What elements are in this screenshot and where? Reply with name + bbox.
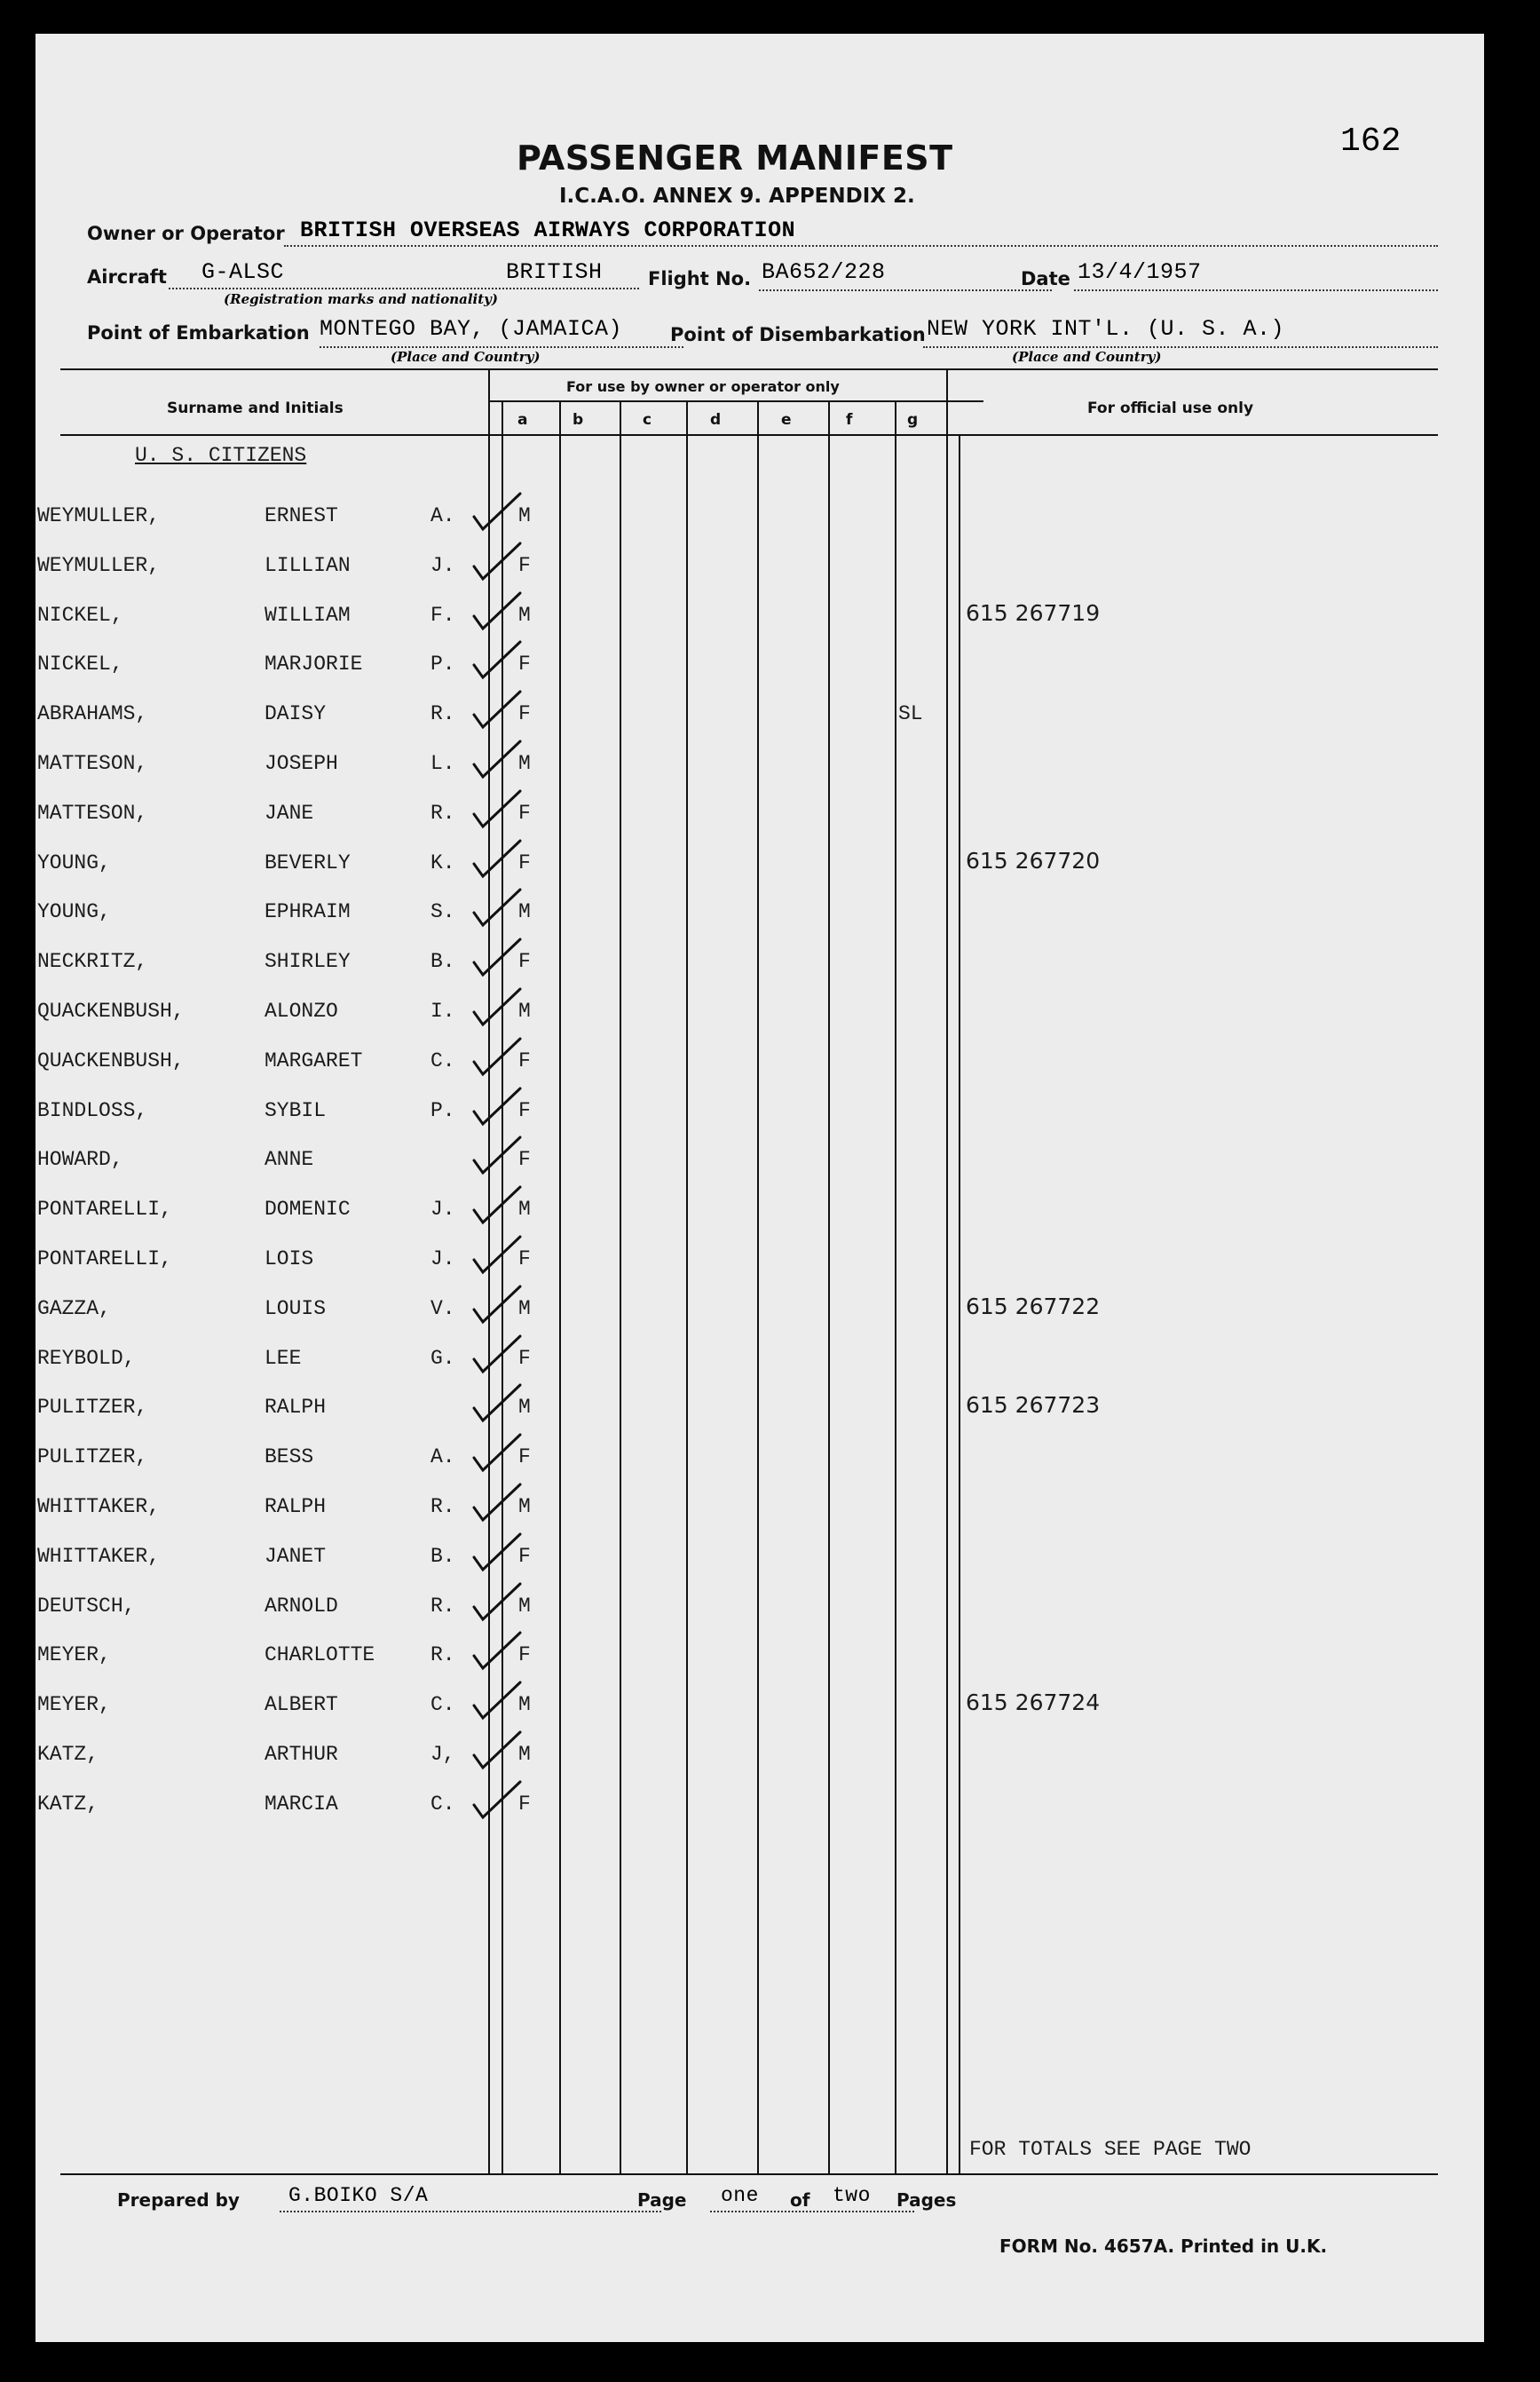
passenger-initial: C. [430,1792,455,1816]
passenger-sex: F [518,802,531,825]
check-mark-icon [469,1531,531,1575]
col-divider-g [895,400,896,2173]
disembark-note: (Place and Country) [1012,349,1162,365]
passenger-first-name: BEVERLY [265,851,351,874]
passenger-initial: B. [430,1545,455,1568]
owner-dotline [284,245,1438,247]
check-mark-icon [469,1183,531,1228]
document-subtitle: I.C.A.O. ANNEX 9. APPENDIX 2. [559,185,915,208]
passenger-surname: WHITTAKER, [37,1495,161,1518]
passenger-initial: P. [430,653,455,676]
passenger-first-name: JANET [265,1545,327,1568]
table-header-bottom-border [60,434,1438,436]
passenger-first-name: LOUIS [265,1297,327,1320]
passenger-sex: M [518,752,531,775]
passenger-initial: J. [430,1198,455,1221]
date-dotline [1074,289,1438,291]
passenger-first-name: DAISY [265,702,327,725]
col-divider-official [946,368,948,2173]
passenger-sex: M [518,1693,531,1716]
owner-value: BRITISH OVERSEAS AIRWAYS CORPORATION [300,218,796,243]
pages-label: Pages [896,2189,957,2211]
check-mark-icon [469,1481,531,1525]
passenger-initial: P. [430,1099,455,1122]
passenger-first-name: LILLIAN [265,554,351,577]
page-number: 162 [1340,123,1402,161]
passenger-first-name: JANE [265,802,314,825]
col-header-a: a [517,411,528,429]
passenger-sex: M [518,900,531,923]
nationality-value: BRITISH [506,259,603,285]
passenger-sex: M [518,1743,531,1766]
passenger-sex: M [518,1297,531,1320]
passenger-initial: C. [430,1693,455,1716]
official-number: 615 267723 [966,1392,1101,1418]
passenger-sex: F [518,1099,531,1122]
owner-label: Owner or Operator [87,223,285,244]
check-mark-icon [469,1729,531,1773]
col-divider-official-inner [959,434,960,2173]
passenger-first-name: MARCIA [265,1792,338,1816]
passenger-first-name: SHIRLEY [265,950,351,973]
passenger-initial: R. [430,802,455,825]
flight-dotline [759,289,1052,291]
embark-label: Point of Embarkation [87,322,310,344]
passenger-first-name: ANNE [265,1148,314,1171]
section-heading: U. S. CITIZENS [135,444,307,467]
passenger-surname: YOUNG, [37,851,111,874]
passenger-first-name: ALBERT [265,1693,338,1716]
passenger-first-name: LOIS [265,1247,314,1270]
check-mark-icon [469,1233,531,1278]
disembark-value: NEW YORK INT'L. (U. S. A.) [927,316,1285,342]
passenger-sex: M [518,1396,531,1419]
passenger-surname: MATTESON, [37,752,148,775]
passenger-initial: A. [430,1445,455,1468]
check-mark-icon [469,1134,531,1178]
passenger-sex: F [518,1049,531,1072]
passenger-surname: YOUNG, [37,900,111,923]
official-use-header: For official use only [1087,400,1254,417]
check-mark-icon [469,540,531,584]
official-number: 615 267724 [966,1690,1101,1715]
check-mark-icon [469,1085,531,1129]
passenger-surname: MEYER, [37,1693,111,1716]
table-bottom-border [60,2173,1438,2175]
passenger-initial: A. [430,504,455,527]
passenger-sex: M [518,604,531,627]
manifest-sheet [36,34,1484,2342]
passenger-surname: NECKRITZ, [37,950,148,973]
passenger-initial: G. [430,1347,455,1370]
passenger-sex: M [518,1495,531,1518]
passenger-initial: R. [430,1495,455,1518]
passenger-surname: NICKEL, [37,604,123,627]
pages-total-value: two [833,2184,871,2207]
form-number: FORM No. 4657A. Printed in U.K. [999,2236,1328,2257]
passenger-surname: NICKEL, [37,653,123,676]
passenger-sex: F [518,1347,531,1370]
page-dotline [710,2211,914,2212]
col-header-f: f [846,411,853,429]
passenger-surname: DEUTSCH, [37,1595,136,1618]
disembark-label: Point of Disembarkation [670,324,926,345]
passenger-sex: F [518,950,531,973]
passenger-sex: F [518,1247,531,1270]
passenger-initial: J. [430,1247,455,1270]
check-mark-icon [469,1035,531,1080]
passenger-surname: PULITZER, [37,1445,148,1468]
passenger-first-name: ERNEST [265,504,338,527]
document-title: PASSENGER MANIFEST [517,138,953,178]
col-header-g: g [907,411,919,429]
passenger-first-name: SYBIL [265,1099,327,1122]
passenger-sex: F [518,1643,531,1666]
passenger-initial: C. [430,1049,455,1072]
check-mark-icon [469,985,531,1030]
col-header-c: c [643,411,652,429]
passenger-sex: M [518,1198,531,1221]
check-mark-icon [469,590,531,634]
passenger-first-name: BESS [265,1445,314,1468]
prepared-value: G.BOIKO S/A [288,2184,429,2207]
passenger-surname: MATTESON, [37,802,148,825]
passenger-sex: M [518,1595,531,1618]
registration-note: (Registration marks and nationality) [224,291,498,307]
check-mark-icon [469,1778,531,1823]
totals-note: FOR TOTALS SEE PAGE TWO [969,2138,1252,2161]
passenger-surname: KATZ, [37,1743,99,1766]
passenger-surname: ABRAHAMS, [37,702,148,725]
passenger-first-name: MARJORIE [265,653,363,676]
passenger-initial: V. [430,1297,455,1320]
passenger-initial: J. [430,554,455,577]
passenger-initial: K. [430,851,455,874]
check-mark-icon [469,1381,531,1426]
official-number: 615 267719 [966,600,1101,626]
check-mark-icon [469,837,531,882]
check-mark-icon [469,638,531,683]
passenger-sex: F [518,1445,531,1468]
check-mark-icon [469,1679,531,1723]
col-header-b: b [573,411,584,429]
passenger-surname: PONTARELLI, [37,1247,172,1270]
date-value: 13/4/1957 [1078,259,1202,285]
passenger-surname: KATZ, [37,1792,99,1816]
passenger-sex: F [518,1792,531,1816]
column-g-note: SL [898,702,923,725]
passenger-initial: R. [430,1643,455,1666]
passenger-surname: REYBOLD, [37,1347,136,1370]
passenger-surname: HOWARD, [37,1148,123,1171]
check-mark-icon [469,688,531,732]
passenger-sex: F [518,1148,531,1171]
passenger-first-name: ALONZO [265,1000,338,1023]
passenger-first-name: EPHRAIM [265,900,351,923]
check-mark-icon [469,886,531,930]
passenger-first-name: WILLIAM [265,604,351,627]
passenger-surname: QUACKENBUSH, [37,1049,185,1072]
passenger-sex: M [518,504,531,527]
col-header-e: e [781,411,792,429]
passenger-surname: BINDLOSS, [37,1099,148,1122]
passenger-initial: J, [430,1743,455,1766]
passenger-first-name: RALPH [265,1495,327,1518]
passenger-first-name: JOSEPH [265,752,338,775]
passenger-initial: B. [430,950,455,973]
page-value: one [721,2184,759,2207]
col-header-d: d [710,411,722,429]
passenger-surname: PONTARELLI, [37,1198,172,1221]
prepared-label: Prepared by [117,2189,240,2211]
disembark-dotline [923,346,1438,348]
col-divider-e [757,400,759,2173]
embark-dotline [320,346,683,348]
owner-use-header: For use by owner or operator only [566,378,840,395]
check-mark-icon [469,1333,531,1377]
passenger-sex: F [518,653,531,676]
page-label: Page [637,2189,687,2211]
check-mark-icon [469,1431,531,1476]
passenger-initial: R. [430,1595,455,1618]
passenger-sex: M [518,1000,531,1023]
embark-note: (Place and Country) [391,349,541,365]
aircraft-label: Aircraft [87,266,167,288]
col-divider-c [620,400,621,2173]
surname-header: Surname and Initials [167,400,344,417]
table-top-border [60,368,1438,370]
passenger-first-name: ARTHUR [265,1743,338,1766]
passenger-sex: F [518,851,531,874]
passenger-first-name: DOMENIC [265,1198,351,1221]
col-divider-b [559,400,561,2173]
official-number: 615 267720 [966,848,1101,874]
passenger-first-name: LEE [265,1347,302,1370]
of-label: of [790,2189,810,2211]
embark-value: MONTEGO BAY, (JAMAICA) [320,316,623,342]
passenger-surname: PULITZER, [37,1396,148,1419]
passenger-first-name: MARGARET [265,1049,363,1072]
flight-label: Flight No. [648,268,752,289]
check-mark-icon [469,738,531,782]
table-header-mid-line [488,400,983,402]
aircraft-value: G-ALSC [201,259,285,285]
prepared-dotline [280,2211,661,2212]
passenger-surname: MEYER, [37,1643,111,1666]
date-label: Date [1021,268,1070,289]
check-mark-icon [469,490,531,534]
check-mark-icon [469,1283,531,1327]
col-divider-d [686,400,688,2173]
passenger-initial: F. [430,604,455,627]
passenger-initial: I. [430,1000,455,1023]
passenger-initial: L. [430,752,455,775]
check-mark-icon [469,1629,531,1674]
passenger-sex: F [518,554,531,577]
passenger-first-name: CHARLOTTE [265,1643,375,1666]
official-number: 615 267722 [966,1294,1101,1319]
passenger-surname: QUACKENBUSH, [37,1000,185,1023]
passenger-surname: WHITTAKER, [37,1545,161,1568]
col-divider-f [828,400,830,2173]
check-mark-icon [469,1580,531,1625]
passenger-initial: R. [430,702,455,725]
check-mark-icon [469,787,531,832]
passenger-sex: F [518,702,531,725]
passenger-first-name: RALPH [265,1396,327,1419]
passenger-surname: GAZZA, [37,1297,111,1320]
passenger-surname: WEYMULLER, [37,554,161,577]
aircraft-dotline [169,288,639,289]
check-mark-icon [469,936,531,980]
passenger-initial: S. [430,900,455,923]
passenger-surname: WEYMULLER, [37,504,161,527]
passenger-sex: F [518,1545,531,1568]
flight-value: BA652/228 [762,259,886,285]
passenger-first-name: ARNOLD [265,1595,338,1618]
